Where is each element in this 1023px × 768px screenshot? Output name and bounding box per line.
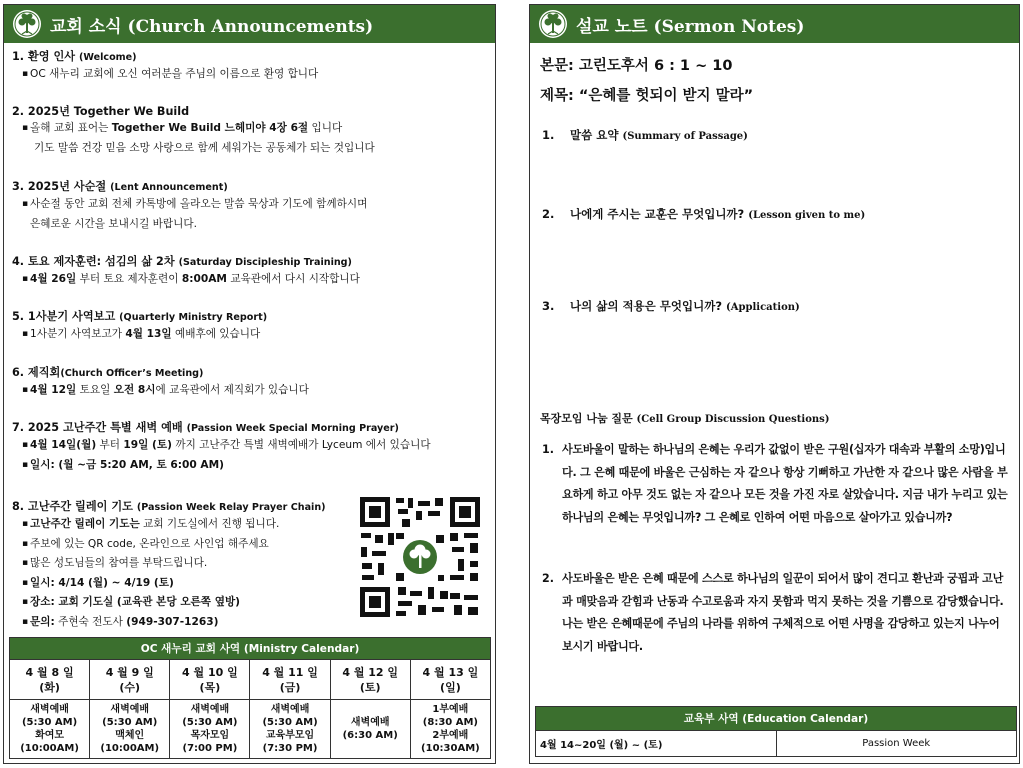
calendar-event: 새벽예배 (5:30 AM) 맥체인 (10:00AM) xyxy=(90,700,170,759)
education-date: 4월 14~20일 (월) ~ (토) xyxy=(536,731,777,757)
section-line: 은혜로운 시간을 보내시길 바랍니다. xyxy=(30,217,197,230)
section-line: ▪ 많은 성도님들의 참여를 부탁드립니다. xyxy=(12,554,489,574)
announcement-officers-meeting xyxy=(12,365,489,401)
section-line: ▪ 4월 12일 토요일 오전 8시에 교육관에서 제직회가 있습니다 xyxy=(12,381,489,401)
cell-group-title: 목장모임 나눔 질문 (Cell Group Discussion Questions) xyxy=(540,412,830,425)
sermon-notes-title: 설교 노트 (Sermon Notes) xyxy=(576,16,805,37)
section-line: ▪ 올해 교회 표어는 Together We Build 느헤미야 4장 6절 입니다 xyxy=(12,119,489,139)
announcement-ministry-report xyxy=(12,309,489,345)
section-line: ▪ 1사분기 사역보고가 4월 13일 예배후에 있습니다 xyxy=(12,325,489,345)
section-line: ▪ 4월 14일(월) 부터 19일 (토) 까지 고난주간 특별 새벽예배가 Lyceum 에서 있습니다 xyxy=(12,436,489,456)
church-announcements-panel xyxy=(3,4,496,764)
calendar-day: 4 월 11 일 (금) xyxy=(250,660,330,700)
note-summary: 1. 말씀 요약 (Summary of Passage) xyxy=(542,128,748,142)
calendar-day: 4 월 9 일 (수) xyxy=(90,660,170,700)
note-application: 3. 나의 삶의 적용은 무엇입니까? (Application) xyxy=(542,299,800,313)
ministry-calendar xyxy=(9,637,491,759)
announcement-discipleship xyxy=(12,254,489,290)
section-title: 8. 고난주간 릴레이 기도 (Passion Week Relay Prayer Chain) xyxy=(12,500,326,513)
announcements-header xyxy=(4,5,495,43)
section-title: 7. 2025 고난주간 특별 새벽 예배 (Passion Week Special Morning Prayer) xyxy=(12,421,399,434)
calendar-event: 새벽예배 (6:30 AM) xyxy=(330,700,410,759)
calendar-event: 새벽예배 (5:30 AM) 목자모임 (7:00 PM) xyxy=(170,700,250,759)
announcement-passion-week-prayer xyxy=(12,420,489,475)
section-title: 5. 1사분기 사역보고 (Quarterly Ministry Report) xyxy=(12,310,268,323)
ministry-calendar-title: OC 새누리 교회 사역 (Ministry Calendar) xyxy=(10,638,491,660)
section-line: ▪ 문의: 주현숙 전도사 (949-307-1263) xyxy=(12,613,489,633)
education-row xyxy=(536,731,1017,757)
section-line: ▪ OC 새누리 교회에 오신 여러분을 주님의 이름으로 환영 합니다 xyxy=(12,65,489,85)
calendar-event: 새벽예배 (5:30 AM) 교육부모임 (7:30 PM) xyxy=(250,700,330,759)
section-line: ▪ 사순절 동안 교회 전체 카톡방에 올라오는 말씀 묵상과 기도에 함께하시며 xyxy=(12,195,489,215)
section-line: ▪ 일시: 4/14 (월) ~ 4/19 (토) xyxy=(12,574,489,594)
church-tree-logo-icon xyxy=(538,9,568,39)
announcement-lent xyxy=(12,179,489,234)
calendar-event: 1부예배 (8:30 AM) 2부예배 (10:30AM) xyxy=(410,700,490,759)
calendar-day: 4 월 10 일 (목) xyxy=(170,660,250,700)
section-title: 2. 2025년 Together We Build xyxy=(12,105,190,118)
calendar-event: 새벽예배 (5:30 AM) 화여모 (10:00AM) xyxy=(10,700,90,759)
calendar-event-row xyxy=(10,700,491,759)
section-line: ▪ 주보에 있는 QR code, 온라인으로 사인업 해주세요 xyxy=(12,535,489,555)
sermon-notes-panel xyxy=(529,4,1020,764)
education-calendar-title: 교육부 사역 (Education Calendar) xyxy=(536,707,1017,731)
calendar-day: 4 월 13 일 (일) xyxy=(410,660,490,700)
education-event: Passion Week xyxy=(776,731,1017,757)
announcement-welcome xyxy=(12,49,489,85)
note-lesson: 2. 나에게 주시는 교훈은 무엇입니까? (Lesson given to me) xyxy=(542,207,866,221)
cell-group-question: 1. 사도바울이 말하는 하나님의 은혜는 우리가 값없이 받은 구원(십자가 대속과 부활의 소망)입니다. 그 은혜 때문에 바울은 근심하는 자 같으나 항상 기뻐하고 가난한 자 같으나 많은 사람을 부요하게 하고 아무 것도 없는 자 같으나 모든 것을 가진 자로 살았습니다. 지금 내가 누리고 있는 하나님의 은혜는 무엇입니까? 그 은혜로 인하여 어떤 마음으로 살아가고 있습니까? xyxy=(542,443,1008,524)
section-line: ▪ 4월 26일 부터 토요 제자훈련이 8:00AM 교육관에서 다시 시작합니다 xyxy=(12,270,489,290)
calendar-day-row xyxy=(10,660,491,700)
announcements-title: 교회 소식 (Church Announcements) xyxy=(50,16,374,37)
sermon-title: 제목: “은혜를 헛되이 받지 말라” xyxy=(540,88,754,104)
church-tree-logo-icon xyxy=(12,9,42,39)
section-title: 1. 환영 인사 (Welcome) xyxy=(12,50,137,63)
scripture-reference: 본문: 고린도후서 6 : 1 ~ 10 xyxy=(540,58,733,74)
calendar-day: 4 월 8 일 (화) xyxy=(10,660,90,700)
cell-group-question: 2. 사도바울은 받은 은혜 때문에 스스로 하나님의 일꾼이 되어서 많이 견디고 환난과 궁핍과 고난과 매맞음과 갇힘과 난동과 수고로움과 자지 못함과 먹지 못하는 것을 기쁨으로 감당했습니다. 나는 받은 은혜때문에 주님의 나라를 위하여 구체적으로 어떤 사명을 감당하고 있는지 나누어 보시기 바랍니다. xyxy=(542,572,1004,653)
section-line: 기도 말씀 건강 믿음 소망 사랑으로 함께 세워가는 공동체가 되는 것입니다 xyxy=(34,141,375,154)
section-title: 4. 토요 제자훈련: 섬김의 삶 2차 (Saturday Discipleship Training) xyxy=(12,255,352,268)
section-line: ▪ 일시: (월 ~금 5:20 AM, 토 6:00 AM) xyxy=(12,456,489,476)
education-calendar xyxy=(535,706,1017,757)
sermon-notes-header xyxy=(530,5,1019,43)
calendar-day: 4 월 12 일 (토) xyxy=(330,660,410,700)
qr-code-icon[interactable] xyxy=(358,495,482,619)
section-line: ▪ 고난주간 릴레이 기도는 교회 기도실에서 진행 됩니다. xyxy=(12,515,489,535)
announcement-together-we-build xyxy=(12,104,489,158)
section-title: 6. 제직회(Church Officer’s Meeting) xyxy=(12,366,204,379)
section-line: ▪ 장소: 교회 기도실 (교육관 본당 오른쪽 옆방) xyxy=(12,593,489,613)
section-title: 3. 2025년 사순절 (Lent Announcement) xyxy=(12,180,228,193)
